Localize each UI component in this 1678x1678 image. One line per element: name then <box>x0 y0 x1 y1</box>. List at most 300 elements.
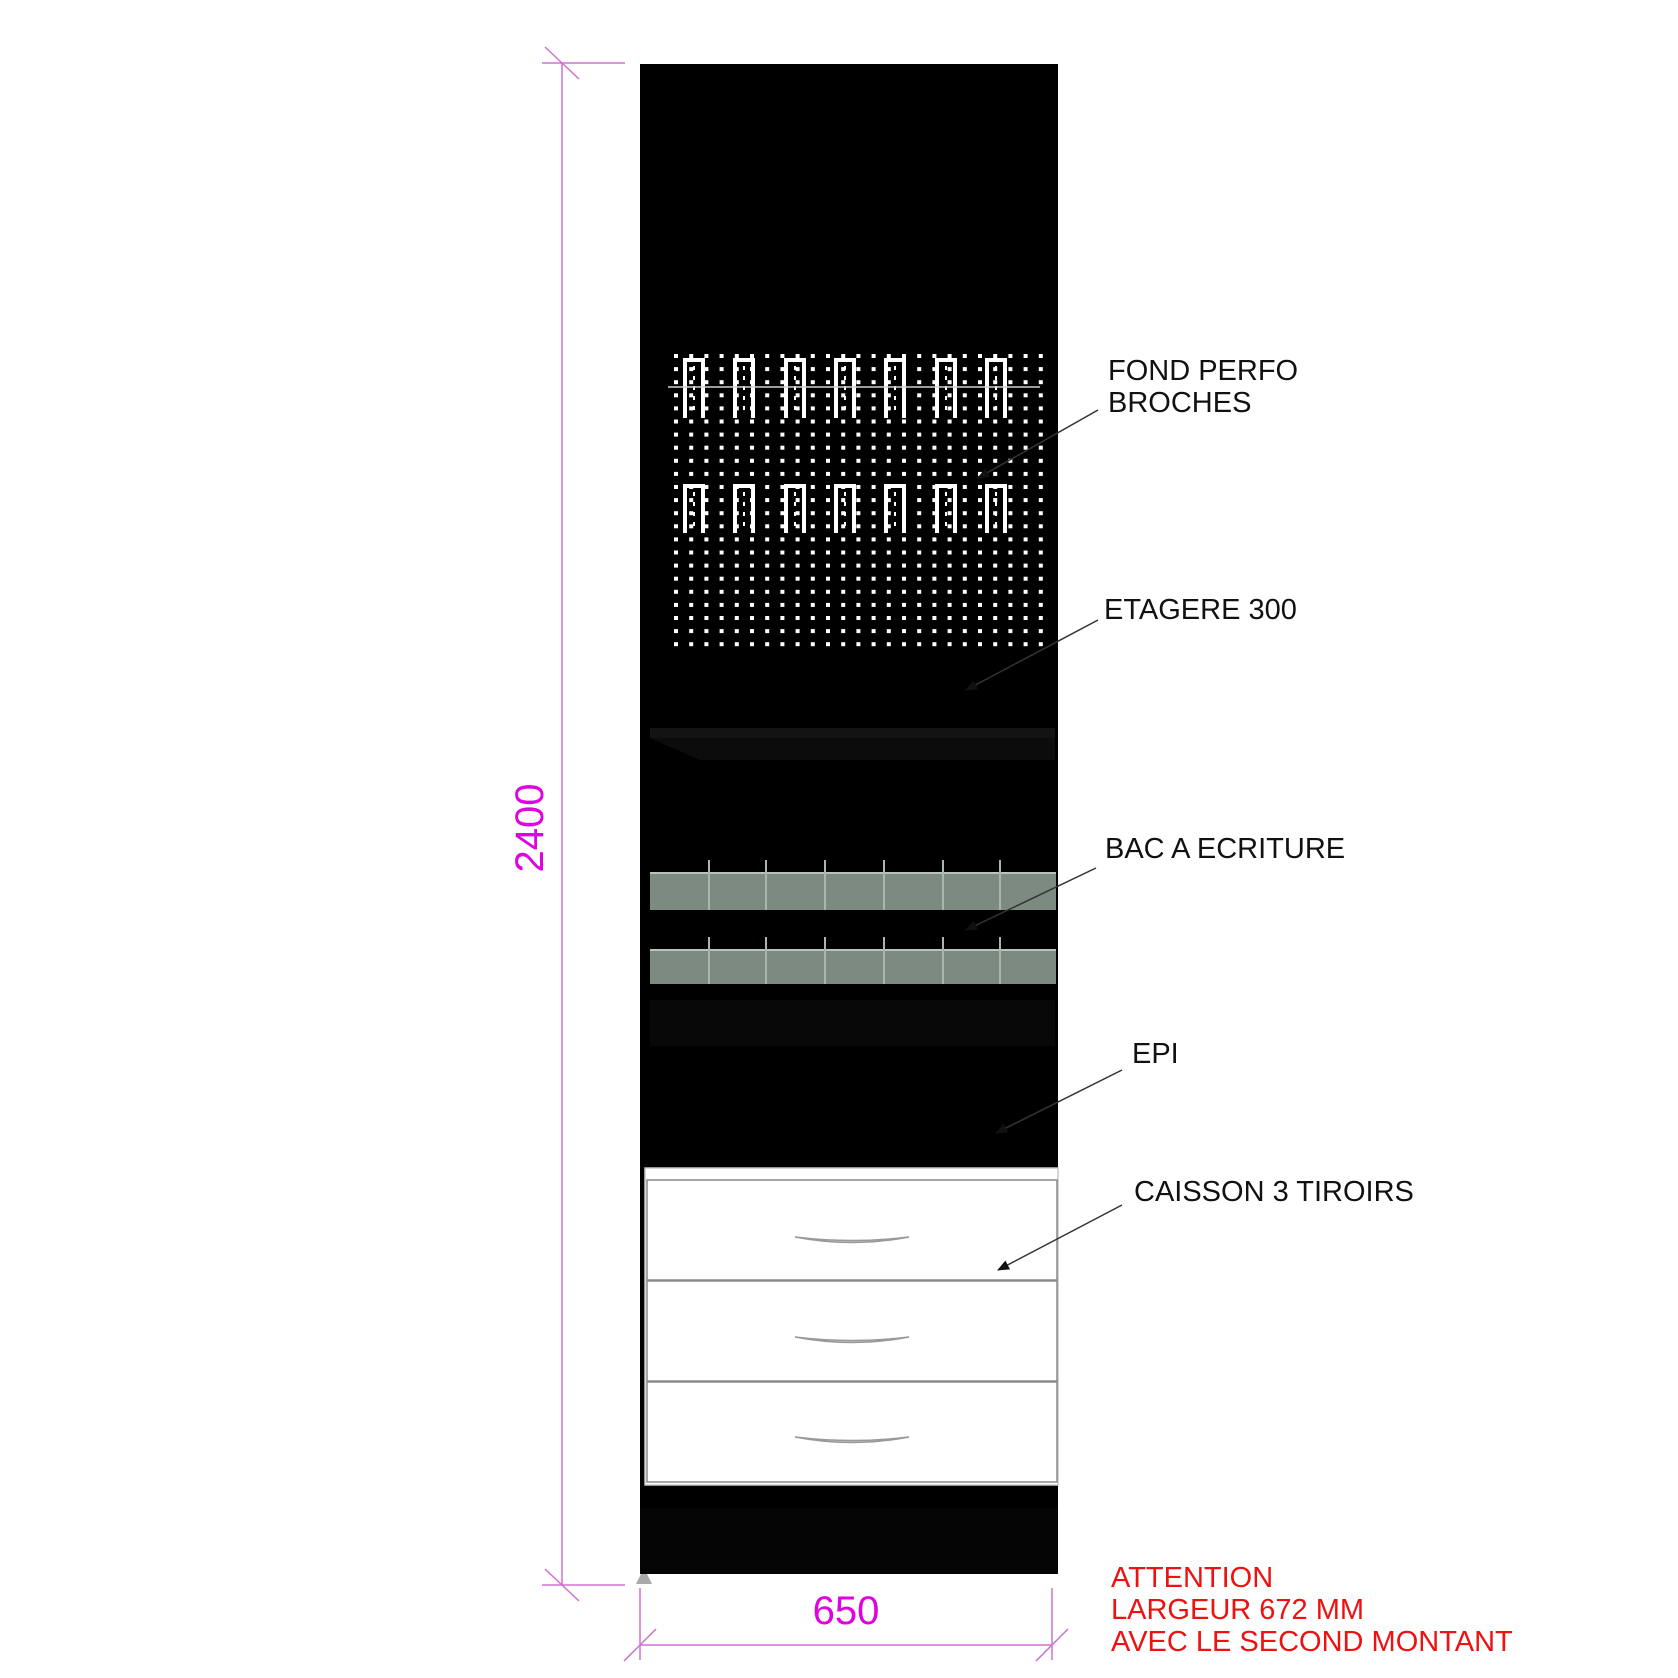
perforation-hole <box>917 629 921 633</box>
perforation-hole <box>765 551 769 555</box>
perforation-hole <box>917 577 921 581</box>
height-dimension-value: 2400 <box>508 783 552 873</box>
perforation-hole <box>948 629 952 633</box>
perforation-hole <box>780 537 784 541</box>
perforation-hole <box>856 537 860 541</box>
perforation-hole <box>887 616 891 620</box>
perforation-hole <box>1008 616 1012 620</box>
perforation-hole <box>689 420 693 424</box>
perforation-hole <box>1024 406 1028 410</box>
perforation-hole <box>917 459 921 463</box>
perforation-hole <box>887 420 891 424</box>
perforation-hole <box>796 459 800 463</box>
perforation-hole <box>978 354 982 358</box>
perforation-hole <box>796 433 800 437</box>
perforation-hole <box>765 511 769 515</box>
label-bac: BAC A ECRITURE <box>1105 833 1346 865</box>
perforation-hole <box>856 603 860 607</box>
perforation-hole <box>765 642 769 646</box>
perforation-hole <box>963 420 967 424</box>
perforation-hole <box>993 472 997 476</box>
perforation-hole <box>689 616 693 620</box>
perforation-hole <box>750 642 754 646</box>
perforation-hole <box>826 367 830 371</box>
shelf-300 <box>650 728 1055 738</box>
perforation-hole <box>720 537 724 541</box>
perforation-hole <box>978 446 982 450</box>
perforation-hole <box>735 642 739 646</box>
perforation-hole <box>826 485 830 489</box>
perforation-hole <box>811 629 815 633</box>
perforation-hole <box>796 511 800 515</box>
perforation-hole <box>811 354 815 358</box>
drawer-1[interactable] <box>647 1180 1057 1280</box>
perforation-hole <box>1039 485 1043 489</box>
drawer-2[interactable] <box>647 1281 1057 1381</box>
perforation-hole <box>841 459 845 463</box>
perforation-hole <box>780 472 784 476</box>
perforation-hole <box>720 498 724 502</box>
perforation-hole <box>932 551 936 555</box>
perforation-hole <box>902 446 906 450</box>
perforation-hole <box>1024 511 1028 515</box>
perforation-hole <box>872 642 876 646</box>
perforation-hole <box>963 393 967 397</box>
perforation-hole <box>1024 459 1028 463</box>
perforation-hole <box>689 354 693 358</box>
perforation-hole <box>917 485 921 489</box>
perforation-hole <box>796 551 800 555</box>
perforation-hole <box>750 590 754 594</box>
perforation-hole <box>1039 564 1043 568</box>
perforation-hole <box>932 459 936 463</box>
writing-tray-bottom <box>650 950 1056 984</box>
perforation-hole <box>902 472 906 476</box>
perforation-hole <box>704 433 708 437</box>
perforation-hole <box>1024 577 1028 581</box>
perforation-hole <box>963 537 967 541</box>
perforation-hole <box>689 629 693 633</box>
perforation-hole <box>841 537 845 541</box>
perforation-hole <box>735 472 739 476</box>
perforation-hole <box>780 420 784 424</box>
perforation-hole <box>689 446 693 450</box>
perforation-hole <box>887 603 891 607</box>
perforation-hole <box>841 629 845 633</box>
perforation-hole <box>872 524 876 528</box>
perforation-hole <box>993 433 997 437</box>
perforation-hole <box>902 616 906 620</box>
perforation-hole <box>1008 354 1012 358</box>
perforation-hole <box>993 498 997 502</box>
perforation-hole <box>856 393 860 397</box>
perforation-hole <box>887 433 891 437</box>
perforation-hole <box>1008 472 1012 476</box>
perforation-hole <box>765 577 769 581</box>
perforation-hole <box>978 420 982 424</box>
perforation-hole <box>932 564 936 568</box>
perforation-hole <box>811 564 815 568</box>
perforation-hole <box>963 498 967 502</box>
perforation-hole <box>780 590 784 594</box>
perforation-hole <box>720 433 724 437</box>
height-dimension <box>542 47 625 1601</box>
perforation-hole <box>1008 498 1012 502</box>
writing-tray-top <box>650 873 1056 910</box>
perforation-hole <box>948 472 952 476</box>
perforation-hole <box>1008 511 1012 515</box>
perforation-hole <box>902 629 906 633</box>
perforation-hole <box>735 590 739 594</box>
perforation-hole <box>841 420 845 424</box>
perforation-hole <box>887 577 891 581</box>
perforation-hole <box>902 564 906 568</box>
perforation-hole <box>872 393 876 397</box>
perforation-hole <box>674 393 678 397</box>
perforation-hole <box>750 564 754 568</box>
perforation-hole <box>1039 616 1043 620</box>
perforation-hole <box>674 472 678 476</box>
perforation-hole <box>932 537 936 541</box>
perforation-hole <box>1024 420 1028 424</box>
perforation-hole <box>1024 590 1028 594</box>
drawer-2-front[interactable] <box>647 1281 1057 1381</box>
perforation-hole <box>765 564 769 568</box>
perforation-hole <box>720 367 724 371</box>
perforation-hole <box>993 446 997 450</box>
perforation-hole <box>1008 380 1012 384</box>
perforation-hole <box>735 459 739 463</box>
perforation-hole <box>948 511 952 515</box>
perforation-hole <box>948 459 952 463</box>
perforation-hole <box>765 393 769 397</box>
perforation-hole <box>765 367 769 371</box>
perforation-hole <box>720 642 724 646</box>
perforation-hole <box>780 459 784 463</box>
perforation-hole <box>948 446 952 450</box>
perforation-hole <box>780 433 784 437</box>
perforation-hole <box>811 524 815 528</box>
perforation-hole <box>1039 590 1043 594</box>
perforation-hole <box>704 616 708 620</box>
perforation-hole <box>902 354 906 358</box>
perforation-hole <box>689 380 693 384</box>
perforation-hole <box>948 393 952 397</box>
perforation-hole <box>917 537 921 541</box>
perforation-hole <box>796 406 800 410</box>
perforation-hole <box>720 393 724 397</box>
perforation-hole <box>948 524 952 528</box>
perforation-hole <box>674 629 678 633</box>
perforation-hole <box>841 577 845 581</box>
perforation-hole <box>917 642 921 646</box>
perforation-hole <box>765 459 769 463</box>
perforation-hole <box>1008 537 1012 541</box>
perforation-hole <box>917 406 921 410</box>
perforation-hole <box>932 420 936 424</box>
perforation-hole <box>963 590 967 594</box>
perforation-hole <box>932 354 936 358</box>
perforation-hole <box>1024 498 1028 502</box>
perforation-hole <box>963 433 967 437</box>
perforation-hole <box>872 367 876 371</box>
perforation-hole <box>826 577 830 581</box>
perforation-hole <box>750 537 754 541</box>
perforation-hole <box>796 420 800 424</box>
perforation-hole <box>826 616 830 620</box>
perforation-hole <box>796 354 800 358</box>
perforation-hole <box>856 406 860 410</box>
perforation-hole <box>765 406 769 410</box>
perforation-hole <box>704 564 708 568</box>
warning-line2: LARGEUR 672 MM <box>1111 1594 1365 1626</box>
perforation-hole <box>841 433 845 437</box>
perforation-hole <box>780 393 784 397</box>
perforation-hole <box>963 367 967 371</box>
perforation-hole <box>978 511 982 515</box>
perforation-hole <box>811 380 815 384</box>
perforation-hole <box>963 380 967 384</box>
perforation-hole <box>826 524 830 528</box>
perforation-hole <box>796 498 800 502</box>
perforation-hole <box>1024 524 1028 528</box>
perforation-hole <box>1024 642 1028 646</box>
perforation-hole <box>917 433 921 437</box>
perforation-hole <box>704 590 708 594</box>
perforation-hole <box>993 380 997 384</box>
perforation-hole <box>887 642 891 646</box>
perforation-hole <box>948 564 952 568</box>
perforation-hole <box>841 551 845 555</box>
perforation-hole <box>1039 420 1043 424</box>
perforation-hole <box>796 577 800 581</box>
perforation-hole <box>689 642 693 646</box>
perforation-hole <box>1008 485 1012 489</box>
shelf-reflection <box>650 738 1055 760</box>
perforation-hole <box>948 537 952 541</box>
perforation-hole <box>826 472 830 476</box>
width-dimension-value: 650 <box>812 1589 880 1633</box>
perforation-hole <box>948 420 952 424</box>
perforation-hole <box>948 616 952 620</box>
perforation-hole <box>689 537 693 541</box>
perforation-hole <box>826 354 830 358</box>
perforation-hole <box>887 472 891 476</box>
perforation-hole <box>993 629 997 633</box>
perforation-hole <box>963 446 967 450</box>
perforation-hole <box>811 393 815 397</box>
perforation-hole <box>826 590 830 594</box>
perforation-hole <box>720 459 724 463</box>
perforation-hole <box>1024 616 1028 620</box>
perforation-hole <box>720 354 724 358</box>
perforation-hole <box>674 551 678 555</box>
perforation-hole <box>841 603 845 607</box>
perforation-hole <box>811 590 815 594</box>
perforation-hole <box>902 590 906 594</box>
perforation-hole <box>978 393 982 397</box>
perforation-hole <box>1008 446 1012 450</box>
perforation-hole <box>963 524 967 528</box>
perforation-hole <box>780 577 784 581</box>
perforation-hole <box>826 406 830 410</box>
perforation-hole <box>1024 393 1028 397</box>
perforation-hole <box>780 406 784 410</box>
perforation-hole <box>856 433 860 437</box>
perforation-hole <box>720 551 724 555</box>
perforation-hole <box>811 642 815 646</box>
perforation-hole <box>993 354 997 358</box>
perforation-hole <box>1008 420 1012 424</box>
perforation-hole <box>780 524 784 528</box>
perforation-hole <box>735 420 739 424</box>
perforation-hole <box>963 354 967 358</box>
perforation-hole <box>917 354 921 358</box>
perforation-hole <box>689 590 693 594</box>
perforation-hole <box>932 433 936 437</box>
perforation-hole <box>1039 393 1043 397</box>
perforation-hole <box>765 446 769 450</box>
perforation-hole <box>887 459 891 463</box>
perforation-hole <box>1024 485 1028 489</box>
perforation-hole <box>856 524 860 528</box>
perforation-hole <box>841 564 845 568</box>
perforation-hole <box>856 551 860 555</box>
perforation-hole <box>780 616 784 620</box>
perforation-hole <box>780 564 784 568</box>
perforation-hole <box>750 433 754 437</box>
perforation-hole <box>735 629 739 633</box>
cabinet-foot <box>636 1574 652 1584</box>
perforation-hole <box>811 485 815 489</box>
perforation-hole <box>796 367 800 371</box>
perforation-hole <box>811 551 815 555</box>
perforation-hole <box>841 380 845 384</box>
label-caisson: CAISSON 3 TIROIRS <box>1134 1176 1414 1208</box>
perforation-hole <box>963 642 967 646</box>
perforation-hole <box>872 564 876 568</box>
perforation-hole <box>674 642 678 646</box>
perforation-hole <box>765 420 769 424</box>
perforation-hole <box>978 524 982 528</box>
perforation-hole <box>917 590 921 594</box>
perforation-hole <box>872 511 876 515</box>
perforation-hole <box>674 498 678 502</box>
perforation-hole <box>826 564 830 568</box>
perforation-hole <box>978 485 982 489</box>
perforation-hole <box>765 629 769 633</box>
perforation-hole <box>1039 577 1043 581</box>
perforation-hole <box>796 472 800 476</box>
perforation-hole <box>1008 564 1012 568</box>
perforation-hole <box>811 577 815 581</box>
perforation-hole <box>948 354 952 358</box>
label-etagere: ETAGERE 300 <box>1104 594 1297 626</box>
perforation-hole <box>1039 459 1043 463</box>
perforation-hole <box>993 537 997 541</box>
perforation-hole <box>978 380 982 384</box>
perforation-hole <box>704 446 708 450</box>
perforation-hole <box>948 498 952 502</box>
perforation-hole <box>750 420 754 424</box>
perforation-hole <box>841 472 845 476</box>
perforation-hole <box>872 629 876 633</box>
perforation-hole <box>902 537 906 541</box>
perforation-hole <box>780 629 784 633</box>
perforation-hole <box>1039 354 1043 358</box>
perforation-hole <box>750 551 754 555</box>
perforation-hole <box>856 498 860 502</box>
perforation-hole <box>826 629 830 633</box>
perforation-hole <box>1008 603 1012 607</box>
perforation-hole <box>917 498 921 502</box>
perforation-hole <box>704 354 708 358</box>
perforation-hole <box>872 472 876 476</box>
perforation-hole <box>689 564 693 568</box>
perforation-hole <box>1008 393 1012 397</box>
perforation-hole <box>856 380 860 384</box>
perforation-hole <box>887 446 891 450</box>
perforation-hole <box>796 590 800 594</box>
perforation-hole <box>674 564 678 568</box>
perforation-hole <box>720 511 724 515</box>
perforation-hole <box>978 590 982 594</box>
perforation-hole <box>796 629 800 633</box>
perforation-hole <box>765 498 769 502</box>
perforation-hole <box>902 577 906 581</box>
perforation-hole <box>978 406 982 410</box>
perforation-hole <box>826 642 830 646</box>
perforation-hole <box>750 472 754 476</box>
perforation-hole <box>780 511 784 515</box>
perforation-hole <box>856 354 860 358</box>
perforation-hole <box>1039 433 1043 437</box>
perforation-hole <box>1039 537 1043 541</box>
perforation-hole <box>826 498 830 502</box>
perforation-hole <box>765 524 769 528</box>
drawer-3-front[interactable] <box>647 1382 1057 1482</box>
perforation-hole <box>1039 446 1043 450</box>
perforation-hole <box>674 524 678 528</box>
perforation-hole <box>948 590 952 594</box>
perforation-hole <box>735 551 739 555</box>
perforation-hole <box>720 603 724 607</box>
perforation-hole <box>887 551 891 555</box>
perforation-hole <box>978 551 982 555</box>
perforation-hole <box>872 603 876 607</box>
perforation-hole <box>826 537 830 541</box>
drawer-1-front[interactable] <box>647 1180 1057 1280</box>
perforation-hole <box>826 433 830 437</box>
perforation-hole <box>826 551 830 555</box>
drawer-3[interactable] <box>647 1382 1057 1482</box>
perforation-hole <box>674 537 678 541</box>
perforation-hole <box>811 472 815 476</box>
perforation-hole <box>856 577 860 581</box>
perforation-hole <box>963 577 967 581</box>
perforation-hole <box>856 485 860 489</box>
perforation-hole <box>902 603 906 607</box>
perforation-hole <box>917 393 921 397</box>
perforation-hole <box>720 524 724 528</box>
perforation-hole <box>704 642 708 646</box>
perforation-hole <box>796 642 800 646</box>
perforation-hole <box>826 603 830 607</box>
perforation-hole <box>887 629 891 633</box>
perforation-hole <box>674 603 678 607</box>
perforation-hole <box>689 577 693 581</box>
perforation-hole <box>978 642 982 646</box>
